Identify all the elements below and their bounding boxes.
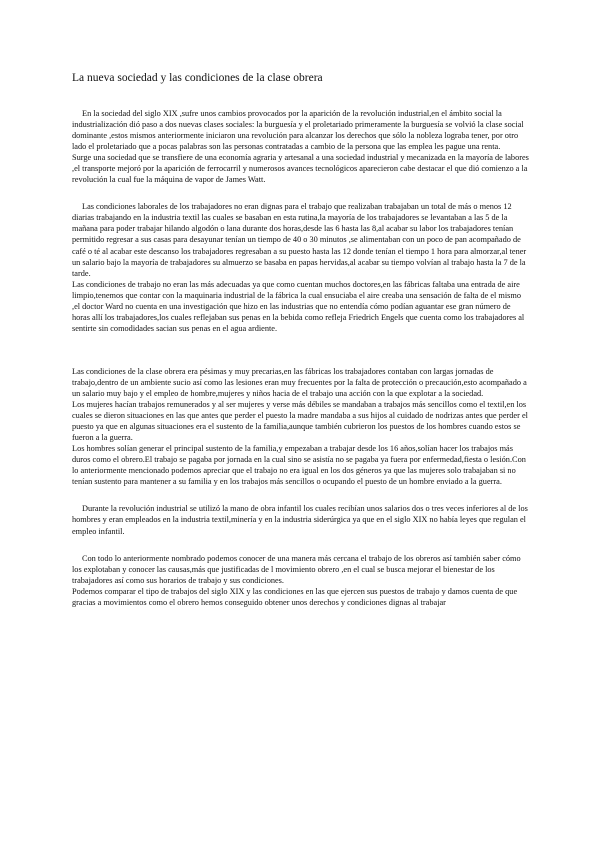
spacer: [72, 334, 530, 366]
paragraph-4: Las condiciones de trabajo no eran las más adecuadas ya que como cuentan muchos doctores,en las fábricas faltaba una entrada de aire limpio,tenemos que contar con la maquinaria industrial de la fábrica la cual ensuciaba el aire creaba una sensación de falta de el mismo ,el doctor Ward no cuenta en una investigación que hizo en las industrias que no entendía cómo podían aguantar ese gran número de horas allí los trabajadores,los cuales reflejaban sus penas en la bebida como refleja Friedrich Engels que cuenta como los trabajadores al sentirte sin comodidades sacian sus penas en el agua ardiente.: [72, 279, 525, 333]
paragraph-3: Las condiciones laborales de los trabajadores no eran dignas para el trabajo que realizaban trabajaban un total de más o menos 12 diarias trabajando en la industria textil las cuales se basaban en esta rutina,la mayoría de los trabajadores se levantaban a las 5 de la mañana para poder trabajar hilando algodón o lana durante dos horas,desde las 6 hasta las 8,al acabar su labor los trabajadores tenían permitido regresar a sus casas para desayunar tenían un tiempo de 40 o 30 minutos ,se alimentaban con un poco de pan acompañado de café o té al acabar este descanso los trabajadores regresaban a su puesto hasta las 12 donde tenían el tiempo 1 hora para almorzar,al tener un salario bajo la mayoría de trabajadores su almuerzo se basaba en papas hervidas,al acabar su tiempo volvían al trabajo hasta la 7 de la tarde.: [72, 202, 527, 278]
paragraph-10: Podemos comparar el tipo de trabajos del siglo XIX y las condiciones en las que ejercen sus puestos de trabajo y damos cuenta de que gracias a movimientos como el obrero hemos conseguido obtener unos derechos y condiciones dignas al trabajar: [72, 586, 518, 607]
spacer: [72, 487, 530, 503]
paragraph-5: Las condiciones de la clase obrera era pésimas y muy precarias,en las fábricas los trabajadores contaban con largas jornadas de trabajo,dentro de un ambiente sucio así como las lesiones eran muy frecuentes por la falta de protección o precaución,esto acompañado a un salario muy bajo y el empleo de hombre,mujeres y niños hacia de el trabajo una acción con la que explotar a la sociedad.: [72, 366, 527, 398]
paragraph-1: En la sociedad del siglo XIX ,sufre unos cambios provocados por la aparición de la revolución industrial,en el ámbito social la industrialización dió paso a dos nuevas clases sociales: la burguesía y el proletariado primeramente la burguesía se volvió la clase social dominante ,estos mismos anteriormente iniciaron una revolución para alcanzar los derechos que sólo la nobleza lograba tener, por otro lado el proletariado que a pocas palabras son las personas contratadas a cambio de la persona que las emplea les pague una renta.: [72, 109, 524, 152]
paragraph-9: Con todo lo anteriormente nombrado podemos conocer de una manera más cercana el trabajo de los obreros así también saber cómo los explotaban y conocer las causas,más que justificadas de l movimiento obrero ,en el cual se busca mejorar el bienestar de los trabajadores así como sus horarios de trabajo y sus condiciones.: [72, 553, 521, 585]
document-title: La nueva sociedad y las condiciones de la clase obrera: [72, 72, 323, 84]
paragraph-7: Los hombres solían generar el principal sustento de la familia,y empezaban a trabajar desde los 16 años,solían hacer los trabajos más duros como el obrero.El trabajo se pagaba por jornada en la cual sino se asistía no se pagaba ya fuera por enfermedad,fiesta o lesión.Con lo anteriormente mencionado podemos apreciar que el trabajo no era igual en los dos géneros ya que las mujeres solo trabajaban si no tenían sustento para mantener a su familia y en los trabajos más sencillos o ocupando el puesto de un hombre enviado a la guerra.: [72, 444, 526, 487]
spacer: [72, 185, 530, 201]
paragraph-2: Surge una sociedad que se transfiere de una economía agraria y artesanal a una sociedad industrial y mecanizada en la mayoría de labores ,el transporte mejoró por la aparición de ferrocarril y numerosos avances tecnológicos aparecieron cabe destacar el que dió comienzo a la revolución la cual fue la máquina de vapor de James Watt.: [72, 153, 529, 185]
paragraph-8: Durante la revolución industrial se utilizó la mano de obra infantil los cuales recibían unos salarios dos o tres veces inferiores al de los hombres y eran empleados en la industria textil,minería y en la industria siderúrgica ya que en el siglo XIX no había leyes que regulan el empleo infantil.: [72, 504, 528, 536]
paragraph-6: Los mujeres hacían trabajos remunerados y al ser mujeres y verse más débiles se mandaban a trabajos más sencillos como el textil,en los cuales se dieron situaciones en las que antes que perder el puesto la madre mandaba a sus hijos al cuidado de nodrizas antes que perder el puesto ya que en algunas situaciones era el sustento de la familia,aunque también cubrieron los puestos de los hombres cuando estos se fueron a la guerra.: [72, 400, 528, 443]
spacer: [72, 537, 530, 553]
